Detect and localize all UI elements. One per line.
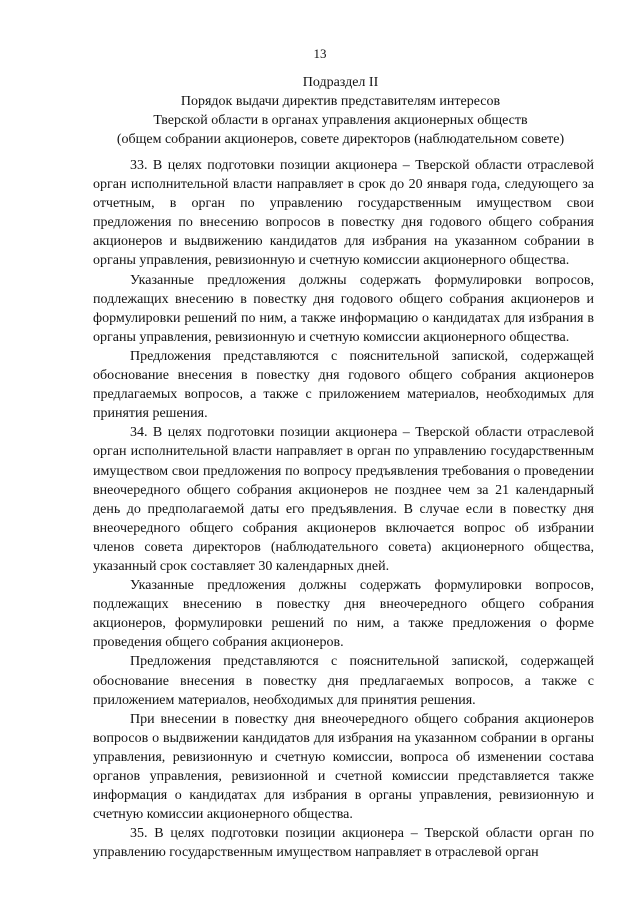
paragraph: Указанные предложения должны содержать формулировки вопросов, подлежащих внесению в повестку дня годового общего собрания акционеров и формулировки решений по ним, а также информацию о кандидатах для избрания в органы управления, ревизионную и счетную комиссии акционерного общества. — [93, 272, 594, 345]
paragraph-35: 35. В целях подготовки позиции акционера – Тверской области орган по управлению государственным имуществом направляет в отраслевой орган — [93, 826, 594, 861]
page-number: 13 — [313, 46, 327, 61]
heading-line: (общем собрании акционеров, совете директоров (наблюдательном совете) — [116, 132, 565, 147]
heading-line: Тверской области в органах управления акционерных обществ — [153, 113, 528, 128]
paragraph-34: 34. В целях подготовки позиции акционера – Тверской области отраслевой орган исполнительной власти направляет в орган по управлению государственным имуществом свои предложения по вопросу предъявления требования о проведении внеочередного общего собрания акционеров не позднее чем за 21 календарный день до предполагаемой даты его предъявления. В случае если в повестку дня внеочередного общего собрания акционеров включается вопрос об избрании членов совета директоров (наблюдательного совета) акционерного общества, указанный срок составляет 30 календарных дней. — [93, 425, 594, 574]
heading-line: Порядок выдачи директив представителям интересов — [180, 94, 501, 109]
paragraph: Указанные предложения должны содержать формулировки вопросов, подлежащих внесению в повестку дня внеочередного общего собрания акционеров, формулировки решений по ним, а также предложения о форме проведения общего собрания акционеров. — [93, 578, 594, 651]
subsection-title: Подраздел II — [302, 75, 379, 90]
paragraph: При внесении в повестку дня внеочередного общего собрания акционеров вопросов о выдвижении кандидатов для избрания на указанном собрании в органы управления, ревизионную и счетную комиссии, вопроса об изменении состава органов управления, ревизионной и счетной комиссии представляется также информация о кандидатах для избрания в органы управления, ревизионную и счетную комиссии акционерного общества. — [93, 711, 594, 823]
paragraph-33: 33. В целях подготовки позиции акционера – Тверской области отраслевой орган исполнительной власти направляет в срок до 20 января года, следующего за отчетным, в орган по управлению государственным имуществом свои предложения по внесению вопросов в повестку дня годового общего собрания акционеров и выдвижению кандидатов для избрания на указанном собрании в органы управления, ревизионную и счетную комиссии акционерного общества. — [93, 158, 594, 269]
paragraph: Предложения представляются с пояснительной запиской, содержащей обоснование внесения в повестку дня предлагаемых вопросов, а также с приложением материалов, необходимых для принятия решения. — [93, 654, 594, 708]
paragraph: Предложения представляются с пояснительной запиской, содержащей обоснование внесения в повестку дня годового общего собрания акционеров предлагаемых вопросов, а также с приложением материалов, необходимых для принятия решения. — [93, 348, 594, 422]
subsection-heading — [88, 73, 593, 149]
document-body — [93, 156, 594, 862]
